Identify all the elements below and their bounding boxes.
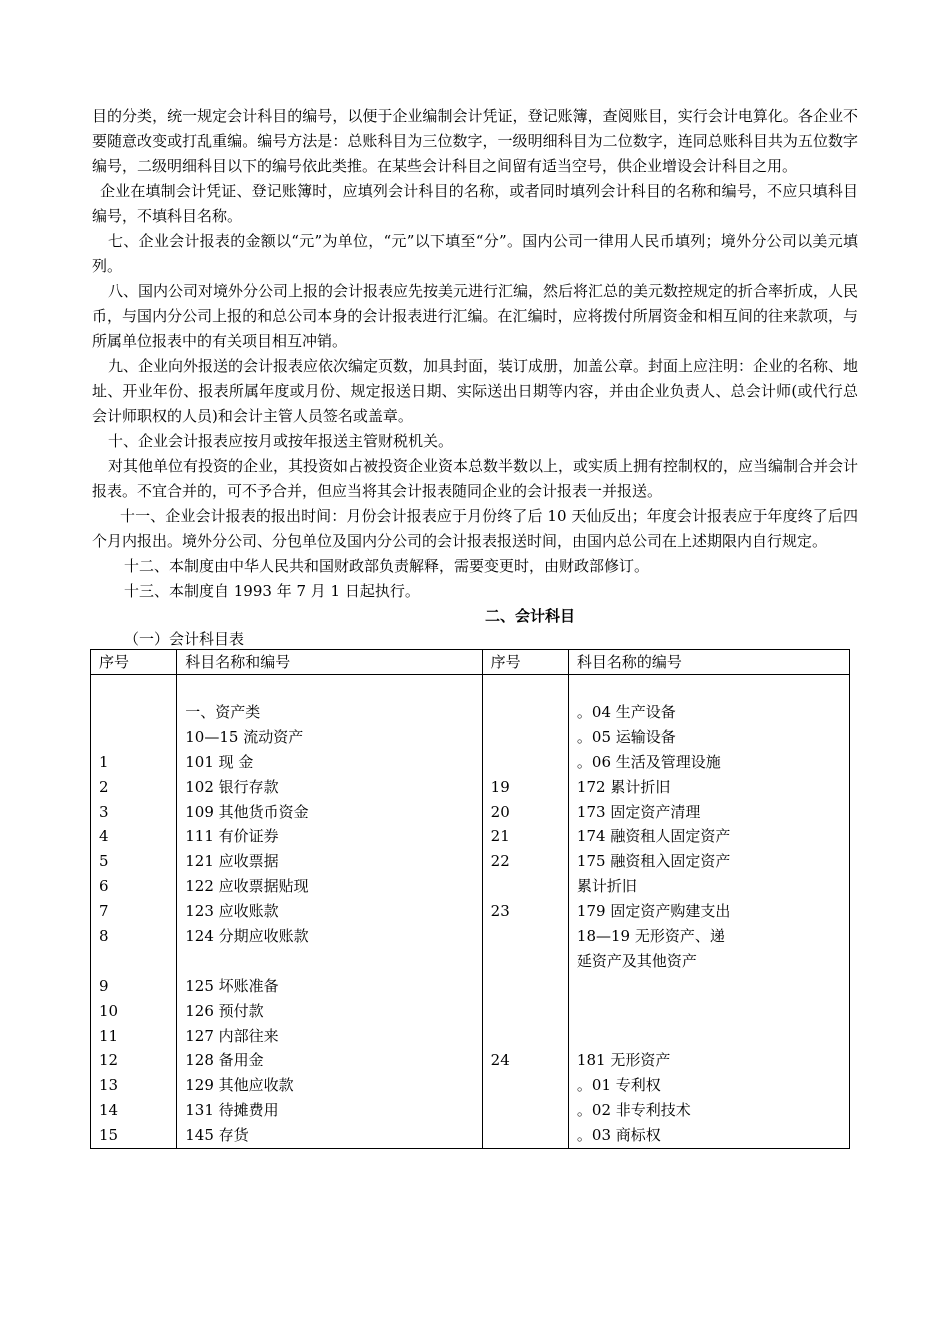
cell-col4-13 xyxy=(577,1024,841,1049)
cell-col1-7: 6 xyxy=(99,877,109,896)
cell-col1-12: 10 xyxy=(99,1001,119,1020)
cell-col2-1: 10—15 流动资产 xyxy=(185,727,304,746)
cell-col3-5: 21 xyxy=(490,827,510,846)
cell-col3-13 xyxy=(491,1024,560,1049)
cell-col1-14: 12 xyxy=(99,1051,119,1070)
column-seq-right xyxy=(482,675,568,1149)
cell-col2-12: 126 预付款 xyxy=(185,1001,264,1020)
paragraph-account-numbering: 目的分类，统一规定会计科目的编号，以便于企业编制会计凭证，登记账簿，查阅账目，实行会计电算化。各企业不要随意改变或打乱重编。编号方法是：总账科目为三位数字，一级明细科目为二位数字，连同总账科目共为五位数字编号，二级明细科目以下的编号依此类推。在某些会计科目之间留有适当空号，供企业增设会计科目之用。 xyxy=(92,107,858,175)
cell-col2-5: 111 有价证券 xyxy=(185,827,279,846)
cell-col4-11 xyxy=(577,974,841,999)
cell-col4-3: 172 累计折旧 xyxy=(576,777,671,796)
cell-col3-2 xyxy=(491,750,560,775)
table-header-row xyxy=(91,650,850,675)
cell-col2-14: 128 备用金 xyxy=(185,1051,264,1070)
cell-col2-17: 145 存货 xyxy=(185,1126,249,1145)
column-account-left xyxy=(177,675,482,1149)
paragraph-item-8: 八、国内公司对境外分公司上报的会计报表应先按美元进行汇编，然后将汇总的美元数控规定的折合率折成，人民币，与国内分公司上报的和总公司本身的会计报表进行汇编。在汇编时，应将拨付所屑资金和相互间的往来款项，与所属单位报表中的有关项目相互冲销。 xyxy=(92,282,859,350)
cell-col3-17 xyxy=(491,1123,560,1148)
header-account-name-left: 科目名称和编号 xyxy=(177,650,482,675)
cell-col1-11: 9 xyxy=(99,976,109,995)
cell-col2-2: 101 现 金 xyxy=(185,752,254,771)
cell-col2-8: 123 应收账款 xyxy=(185,902,279,921)
paragraph-item-10: 十、企业会计报表应按月或按年报送主管财税机关。 xyxy=(108,432,454,450)
column-seq-left xyxy=(91,675,177,1149)
header-seq-right: 序号 xyxy=(482,650,568,675)
cell-col4-17: 。03 商标权 xyxy=(576,1126,661,1145)
paragraph-item-9: 九、企业向外报送的会计报表应依次编定页数，加具封面，装订成册，加盖公章。封面上应注明：企业的名称、地址、开业年份、报表所属年度或月份、规定报送日期、实际送出日期等内容，并由企业负责人、总会计师(或代行总会计师职权的人员)和会计主管人员签名或盖章。 xyxy=(92,357,859,425)
paragraph-item-13: 十三、本制度自 1993 年 7 月 1 日起执行。 xyxy=(124,582,420,600)
cell-col3-3: 19 xyxy=(490,777,510,796)
cell-col2-4: 109 其他货币资金 xyxy=(185,802,309,821)
cell-col1-15: 13 xyxy=(99,1076,119,1095)
cell-col1-2: 1 xyxy=(99,752,109,771)
table-row xyxy=(91,675,850,1149)
cell-col4-5: 174 融资租人固定资产 xyxy=(576,827,731,846)
cell-col4-1: 。05 运输设备 xyxy=(576,727,676,746)
cell-col3-1 xyxy=(491,725,560,750)
cell-col1-1 xyxy=(99,725,168,750)
cell-col3-11 xyxy=(491,974,560,999)
cell-col1-0 xyxy=(99,700,168,725)
cell-col4-0: 。04 生产设备 xyxy=(576,703,676,721)
cell-col3-10 xyxy=(491,949,560,974)
cell-col1-16: 14 xyxy=(99,1101,119,1120)
paragraph-item-7: 七、企业会计报表的金额以“元”为单位，“元”以下填至“分”。国内公司一律用人民币填列；境外分公司以美元填列。 xyxy=(92,232,858,275)
cell-col4-4: 173 固定资产清理 xyxy=(576,802,701,821)
cell-col3-8: 23 xyxy=(490,902,510,921)
cell-col3-7 xyxy=(491,874,560,899)
cell-col1-17: 15 xyxy=(99,1126,119,1145)
cell-col2-15: 129 其他应收款 xyxy=(185,1076,294,1095)
cell-col4-16: 。02 非专利技术 xyxy=(576,1101,691,1120)
cell-col2-13: 127 内部往来 xyxy=(185,1026,279,1045)
table-caption: （一）会计科目表 xyxy=(124,630,245,648)
cell-col4-12 xyxy=(577,999,841,1024)
cell-col1-8: 7 xyxy=(99,902,109,921)
cell-col1-9: 8 xyxy=(99,927,109,946)
document-page xyxy=(92,104,858,1149)
cell-col1-3: 2 xyxy=(99,777,109,796)
cell-col3-0 xyxy=(491,700,560,725)
cell-col4-8: 179 固定资产购建支出 xyxy=(576,902,731,921)
cell-col4-7: 累计折旧 xyxy=(576,877,637,896)
paragraph-consolidation: 对其他单位有投资的企业，其投资如占被投资企业资本总数半数以上，或实质上拥有控制权的，应当编制合并会计报表。不宜合并的，可不予合并，但应当将其会计报表随同企业的会计报表一并报送。 xyxy=(92,457,859,500)
paragraph-item-11: 十一、企业会计报表的报出时间：月份会计报表应于月份终了后 10 天仙反出；年度会计报表应于年度终了后四个月内报出。境外分公司、分包单位及国内分公司的会计报表报送时间，由国内总公司在上述期限内自行规定。 xyxy=(92,507,858,550)
header-account-name-right: 科目名称的编号 xyxy=(568,650,849,675)
cell-col4-14: 181 无形资产 xyxy=(576,1051,671,1070)
cell-col3-14: 24 xyxy=(490,1051,510,1070)
cell-col1-4: 3 xyxy=(99,802,109,821)
paragraph-voucher-filling: 企业在填制会计凭证、登记账簿时，应填列会计科目的名称，或者同时填列会计科目的名称和编号，不应只填科目编号，不填科目名称。 xyxy=(92,182,858,225)
paragraph-item-12: 十二、本制度由中华人民共和国财政部负责解释，需要变更时，由财政部修订。 xyxy=(124,557,650,575)
accounts-table xyxy=(90,649,850,1149)
cell-col3-9 xyxy=(491,924,560,949)
cell-col2-9: 124 分期应收账款 xyxy=(185,927,309,946)
cell-col2-11: 125 坏账准备 xyxy=(185,976,279,995)
cell-col2-16: 131 待摊费用 xyxy=(185,1101,279,1120)
column-account-right xyxy=(568,675,849,1149)
cell-col4-2: 。06 生活及管理设施 xyxy=(576,752,721,771)
cell-col2-10 xyxy=(185,949,473,974)
cell-col3-15 xyxy=(491,1073,560,1098)
cell-col4-6: 175 融资租入固定资产 xyxy=(576,852,731,871)
cell-col2-7: 122 应收票据贴现 xyxy=(185,877,309,896)
cell-col3-12 xyxy=(491,999,560,1024)
section-heading: 二、会计科目 xyxy=(484,607,575,625)
cell-col1-13: 11 xyxy=(99,1026,119,1045)
cell-col3-6: 22 xyxy=(490,852,510,871)
cell-col4-15: 。01 专利权 xyxy=(576,1076,661,1095)
cell-col2-0: 一、资产类 xyxy=(185,703,261,721)
cell-col2-6: 121 应收票据 xyxy=(185,852,279,871)
cell-col3-16 xyxy=(491,1098,560,1123)
cell-col1-10 xyxy=(99,949,168,974)
cell-col1-6: 5 xyxy=(99,852,109,871)
header-seq-left: 序号 xyxy=(91,650,177,675)
cell-col4-9: 18—19 无形资产、递 xyxy=(576,927,725,946)
cell-col4-10: 延资产及其他资产 xyxy=(576,951,697,970)
cell-col2-3: 102 银行存款 xyxy=(185,777,279,796)
cell-col3-4: 20 xyxy=(490,802,510,821)
cell-col1-5: 4 xyxy=(99,827,109,846)
